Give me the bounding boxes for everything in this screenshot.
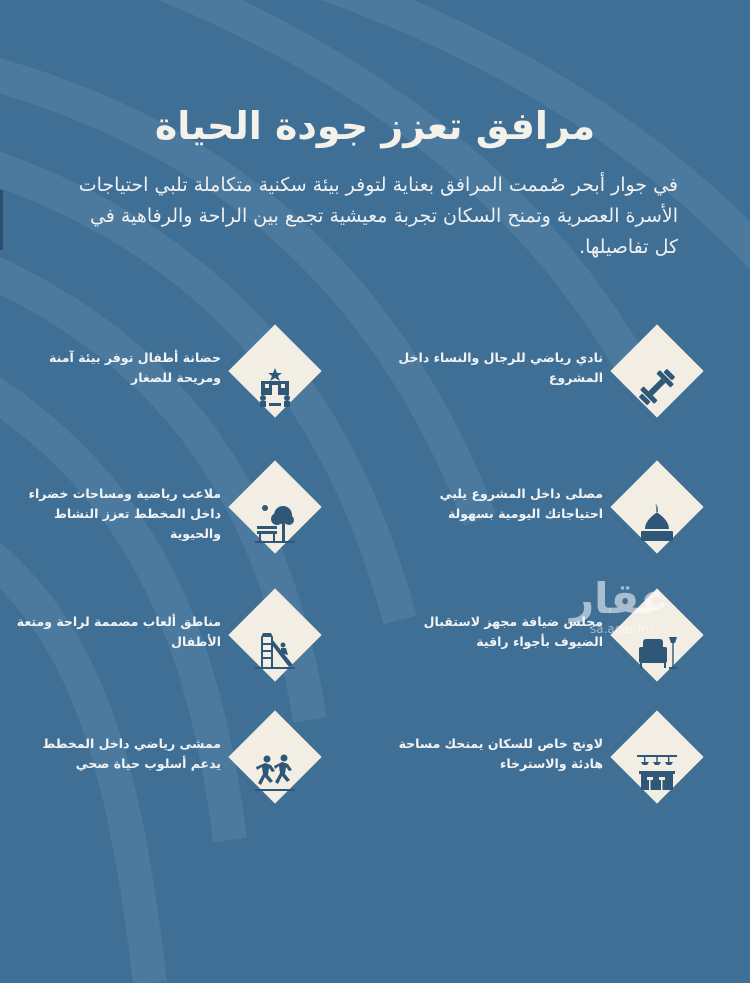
- mosque-icon: [610, 476, 704, 570]
- runners-icon: [228, 726, 322, 820]
- feature-play-area: [16, 598, 370, 694]
- feature-nursery: [40, 334, 370, 430]
- feature-text: نادي رياضي للرجال والنساء داخل المشروع: [398, 350, 603, 385]
- feature-text: ملاعب رياضية ومساحات خضراء داخل المخطط تعزز النشاط والحيوية: [28, 486, 221, 541]
- feature-text: حضانة أطفال توفر بيئة آمنة ومريحة للصغار: [49, 350, 221, 385]
- page-title: مرافق تعزز جودة الحياة: [154, 104, 596, 148]
- feature-green-spaces: [28, 470, 370, 566]
- feature-prayer-room: [380, 470, 710, 566]
- watermark-site: sa.aqar.fm: [590, 622, 654, 636]
- feature-gym: [380, 334, 710, 430]
- feature-lounge: [380, 720, 710, 816]
- park-tree-icon: [228, 476, 322, 570]
- edge-marker: [0, 190, 3, 250]
- watermark-logo: عقار: [570, 574, 669, 623]
- feature-text: ممشى رياضي داخل المخطط يدعم أسلوب حياة صحي: [42, 736, 221, 771]
- feature-text: مصلى داخل المشروع يلبي احتياجاتك اليومية بسهولة: [439, 486, 603, 521]
- nursery-icon: [228, 340, 322, 434]
- feature-text: مناطق ألعاب مصممة لراحة ومتعة الأطفال: [16, 614, 221, 649]
- slide-playground-icon: [228, 604, 322, 698]
- lounge-bar-icon: [610, 726, 704, 820]
- feature-walkway: [40, 720, 370, 816]
- intro-paragraph: في جوار أبحر صُممت المرافق بعناية لتوفر بيئة سكنية متكاملة تلبي احتياجات الأسرة العصرية وتمنح السكان تجربة معيشية تجمع بين الراحة والرفاهية في كل تفاصيلها.: [78, 174, 678, 258]
- dumbbell-icon: [610, 340, 704, 434]
- feature-text: مجلس ضيافة مجهز لاستقبال الضيوف بأجواء راقية: [423, 614, 603, 649]
- feature-text: لاونج خاص للسكان يمنحك مساحة هادئة والاسترخاء: [398, 736, 603, 771]
